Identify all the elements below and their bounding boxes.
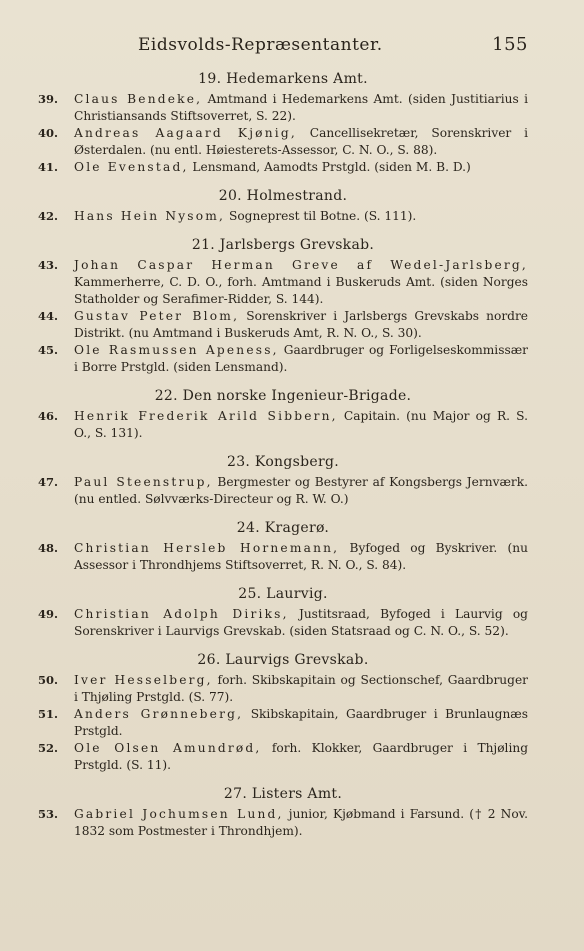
entry-name: Claus Bendeke, xyxy=(74,92,203,106)
entry xyxy=(38,159,528,176)
section-title: 24. Kragerø. xyxy=(236,520,330,536)
section-title: 27. Listers Amt. xyxy=(223,786,343,802)
section-title: 22. Den norske Ingenieur-Brigade. xyxy=(154,388,412,404)
section-spacer xyxy=(38,442,528,448)
entry xyxy=(38,740,528,774)
section-title: 23. Kongsberg. xyxy=(227,454,339,470)
entry xyxy=(38,606,528,640)
entry-text: Capitain. (nu Major og R. S. O., S. 131). xyxy=(74,409,528,440)
entry xyxy=(38,257,528,308)
entry xyxy=(38,408,528,442)
entry-number: 41. xyxy=(38,160,59,174)
section-spacer xyxy=(38,574,528,580)
section-spacer xyxy=(38,176,528,182)
entry-number: 44. xyxy=(38,309,59,323)
entry-name: Ole Evenstad, xyxy=(74,160,189,174)
page-header xyxy=(38,34,528,55)
entry-text: forh. Skibskapitain og Sectionschef, Gaardbruger i Thjøling Prstgld. (S. 77). xyxy=(74,673,528,704)
entry-name: Ole Rasmussen Apeness, xyxy=(74,343,279,357)
entry-number: 45. xyxy=(38,343,59,357)
entry-name: Johan Caspar Herman Greve af Wedel-Jarlsberg, xyxy=(74,258,528,272)
entry-text: Kammerherre, C. D. O., forh. Amtmand i Buskeruds Amt. (siden Norges Statholder og Serafimer-Ridder, S. 144). xyxy=(74,275,528,306)
page-number: 155 xyxy=(492,34,528,55)
entry xyxy=(38,672,528,706)
entry-name: Gustav Peter Blom, xyxy=(74,309,240,323)
entry-number: 52. xyxy=(38,741,59,755)
entry xyxy=(38,308,528,342)
entry-text: Justitsraad, Byfoged i Laurvig og Sorenskriver i Laurvigs Grevskab. (siden Statsraad og C. N. O., S. 52). xyxy=(74,607,528,638)
entry-name: Paul Steenstrup, xyxy=(74,475,213,489)
entry-text: Sogneprest til Botne. (S. 111). xyxy=(225,209,417,223)
section-spacer xyxy=(38,774,528,780)
section-title: 26. Laurvigs Grevskab. xyxy=(197,652,369,668)
entry-name: Andreas Aagaard Kjønig, xyxy=(74,126,297,140)
entry-number: 46. xyxy=(38,409,59,423)
entry-name: Anders Grønneberg, xyxy=(74,707,244,721)
entry-name: Hans Hein Nysom, xyxy=(74,209,226,223)
entry xyxy=(38,125,528,159)
entry-number: 40. xyxy=(38,126,59,140)
entry-number: 51. xyxy=(38,707,59,721)
entry-name: Ole Olsen Amundrød, xyxy=(74,741,262,755)
entry-text: junior, Kjøbmand i Farsund. († 2 Nov. 1832 som Postmester i Throndhjem). xyxy=(74,807,528,838)
entry-number: 39. xyxy=(38,92,59,106)
section-spacer xyxy=(38,376,528,382)
section-spacer xyxy=(38,225,528,231)
entry-text: Byfoged og Byskriver. (nu Assessor i Throndhjems Stiftsoverret, R. N. O., S. 84). xyxy=(74,541,528,572)
entry xyxy=(38,806,528,840)
entry-text: forh. Klokker, Gaardbruger i Thjøling Prstgld. (S. 11). xyxy=(74,741,528,772)
entry xyxy=(38,474,528,508)
entry-number: 47. xyxy=(38,475,59,489)
entry xyxy=(38,208,528,225)
section-spacer xyxy=(38,508,528,514)
entry xyxy=(38,706,528,740)
entry-name: Iver Hesselberg, xyxy=(74,673,213,687)
entry xyxy=(38,540,528,574)
entry-number: 42. xyxy=(38,209,59,223)
entry-number: 53. xyxy=(38,807,59,821)
section-title: 19. Hedemarkens Amt. xyxy=(198,71,368,87)
entry-text: Bergmester og Bestyrer af Kongsbergs Jernværk. (nu entled. Sølvværks-Directeur og R. W. O.) xyxy=(74,475,528,506)
entry-text: Skibskapitain, Gaardbruger i Brunlaugnæs Prstgld. xyxy=(74,707,528,738)
entry-text: Amtmand i Hedemarkens Amt. (siden Justitiarius i Christiansands Stiftsoverret, S. 22). xyxy=(74,92,528,123)
entry-number: 48. xyxy=(38,541,59,555)
section-spacer xyxy=(38,840,528,846)
entry-name: Christian Adolph Diriks, xyxy=(74,607,289,621)
entry-text: Lensmand, Aamodts Prstgld. (siden M. B. D.) xyxy=(188,160,471,174)
entry-name: Christian Hersleb Hornemann, xyxy=(74,541,340,555)
section-spacer xyxy=(38,640,528,646)
section-title: 21. Jarlsbergs Grevskab. xyxy=(191,237,375,253)
page-body xyxy=(38,71,528,846)
entry xyxy=(38,91,528,125)
entry-text: Sorenskriver i Jarlsbergs Grevskabs nordre Distrikt. (nu Amtmand i Buskeruds Amt, R. N. O., S. 30). xyxy=(74,309,528,340)
entry-text: Cancellisekretær, Sorenskriver i Østerdalen. (nu entl. Høiesterets-Assessor, C. N. O., S. 88). xyxy=(74,126,528,157)
entry xyxy=(38,342,528,376)
running-title: Eidsvolds-Repræsentanter. xyxy=(138,35,383,55)
section-title: 25. Laurvig. xyxy=(238,586,328,602)
entry-name: Henrik Frederik Arild Sibbern, xyxy=(74,409,338,423)
entry-number: 43. xyxy=(38,258,59,272)
section-title: 20. Holmestrand. xyxy=(218,188,348,204)
entry-text: Gaardbruger og Forligelseskommissær i Borre Prstgld. (siden Lensmand). xyxy=(74,343,528,374)
entry-number: 49. xyxy=(38,607,59,621)
entry-name: Gabriel Jochumsen Lund, xyxy=(74,807,284,821)
entry-number: 50. xyxy=(38,673,59,687)
